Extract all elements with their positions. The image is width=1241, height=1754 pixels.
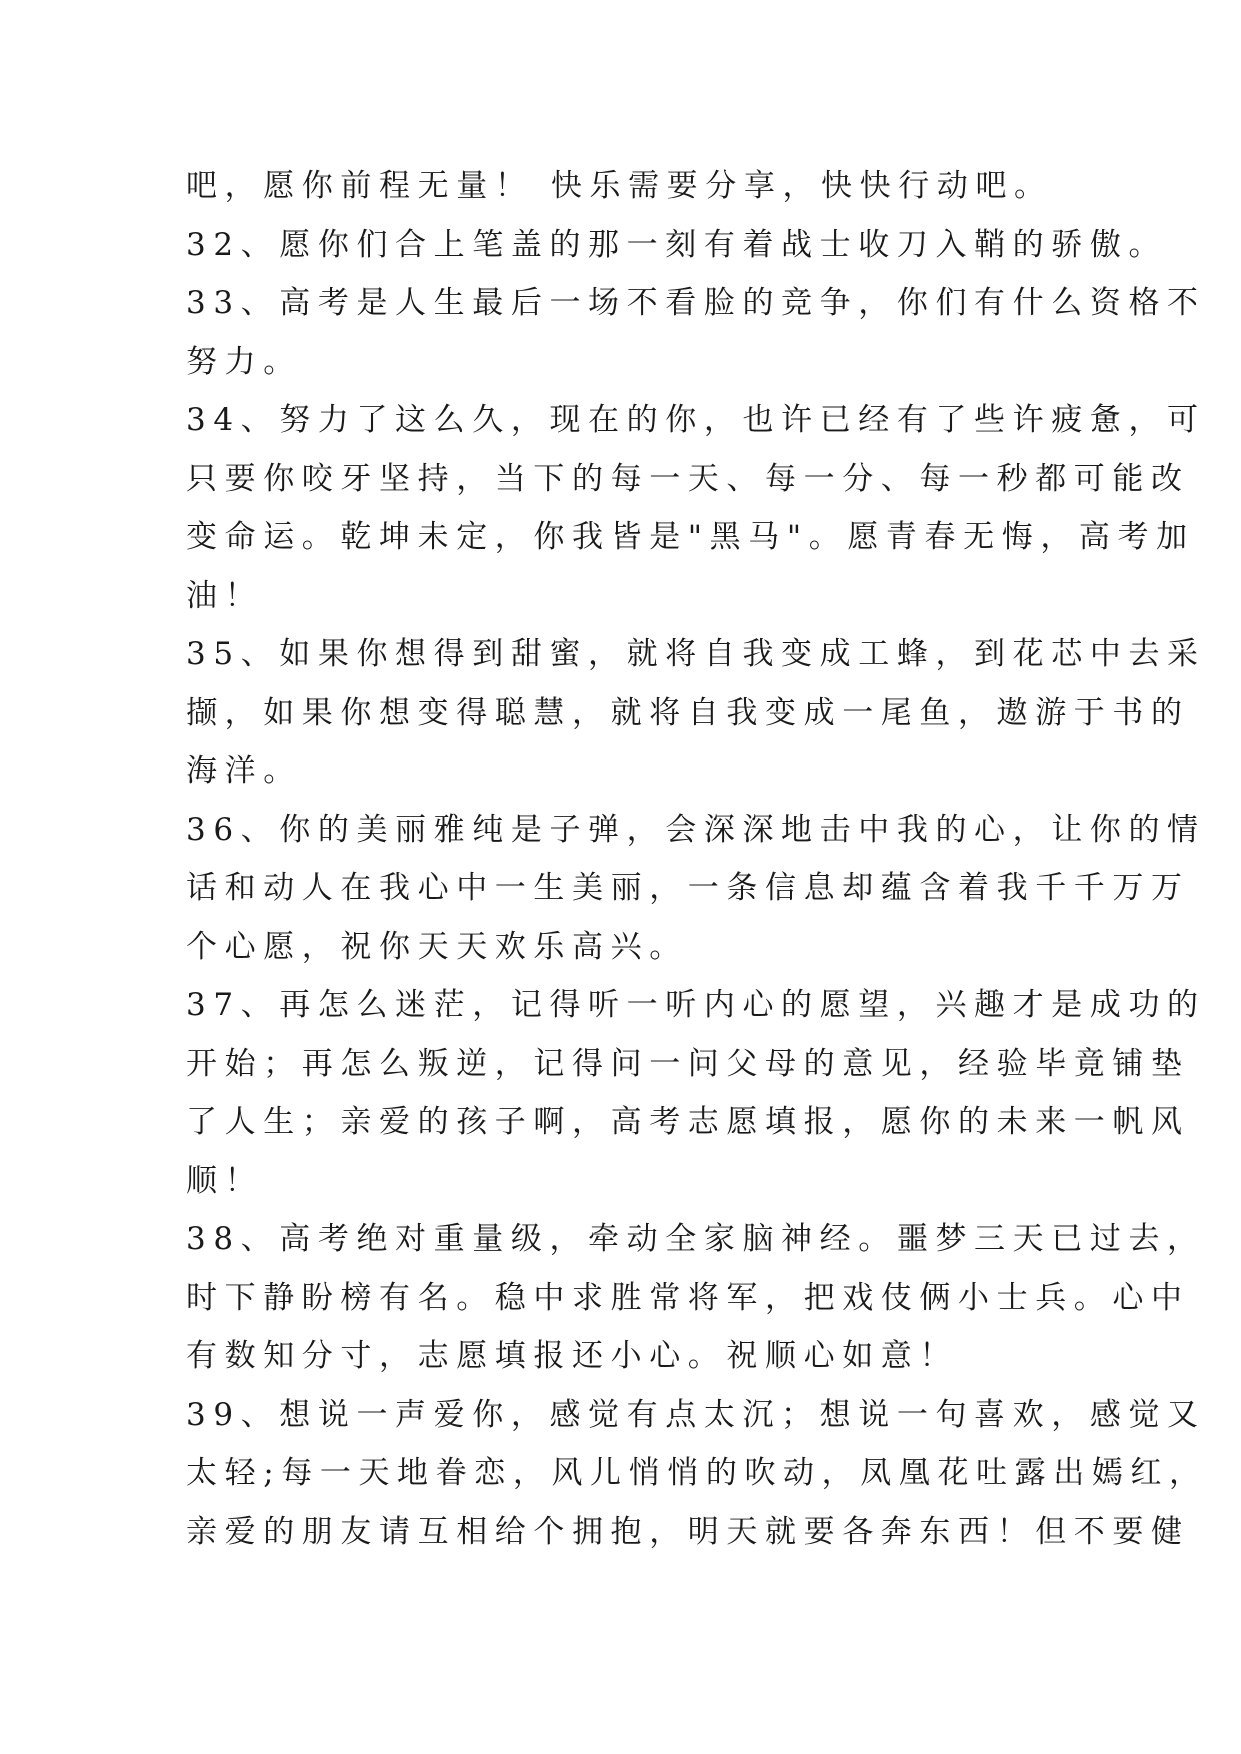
document-body [186, 157, 1208, 1561]
text-line: 38、高考绝对重量级，牵动全家脑神经。噩梦三天已过去， [186, 1221, 1206, 1257]
text-line: 只要你咬牙坚持，当下的每一天、每一分、每一秒都可能改 [186, 460, 1190, 497]
text-line: 努力。 [186, 343, 302, 380]
text-line: 35、如果你想得到甜蜜，就将自我变成工蜂，到花芯中去采 [186, 636, 1206, 672]
text-line: 36、你的美丽雅纯是子弹，会深深地击中我的心，让你的情 [186, 811, 1206, 848]
text-line: 亲爱的朋友请互相给个拥抱，明天就要各奔东西！但不要健 [186, 1513, 1190, 1550]
text-line: 海洋。 [186, 753, 302, 789]
text-line: 顺！ [186, 1162, 264, 1199]
text-line: 撷，如果你想变得聪慧，就将自我变成一尾鱼，遨游于书的 [186, 694, 1190, 731]
text-line: 开始；再怎么叛逆，记得问一问父母的意见，经验毕竟铺垫 [186, 1045, 1190, 1082]
text-line: 37、再怎么迷茫，记得听一听内心的愿望，兴趣才是成功的 [186, 987, 1206, 1023]
text-line: 话和动人在我心中一生美丽，一条信息却蕴含着我千千万万 [186, 870, 1190, 906]
text-line: 34、努力了这么久，现在的你，也许已经有了些许疲惫，可 [186, 402, 1206, 438]
text-line: 时下静盼榜有名。稳中求胜常将军，把戏伎俩小士兵。心中 [186, 1279, 1190, 1316]
text-line: 油！ [186, 577, 264, 614]
text-line: 变命运。乾坤未定，你我皆是"黑马"。愿青春无悔，高考加 [186, 519, 1195, 555]
text-line: 33、高考是人生最后一场不看脸的竞争，你们有什么资格不 [186, 285, 1206, 321]
text-line: 39、想说一声爱你，感觉有点太沉；想说一句喜欢，感觉又 [186, 1396, 1206, 1433]
text-line: 了人生；亲爱的孩子啊，高考志愿填报，愿你的未来一帆风 [186, 1104, 1190, 1140]
text-line: 吧，愿你前程无量！ 快乐需要分享，快快行动吧。 [186, 168, 1053, 204]
text-line: 太轻;每一天地眷恋，风儿悄悄的吹动，凤凰花吐露出嫣红， [186, 1455, 1208, 1491]
text-line: 32、愿你们合上笔盖的那一刻有着战士收刀入鞘的骄傲。 [186, 226, 1168, 263]
text-line: 有数知分寸，志愿填报还小心。祝顺心如意！ [186, 1338, 958, 1374]
text-line: 个心愿，祝你天天欢乐高兴。 [186, 928, 688, 965]
